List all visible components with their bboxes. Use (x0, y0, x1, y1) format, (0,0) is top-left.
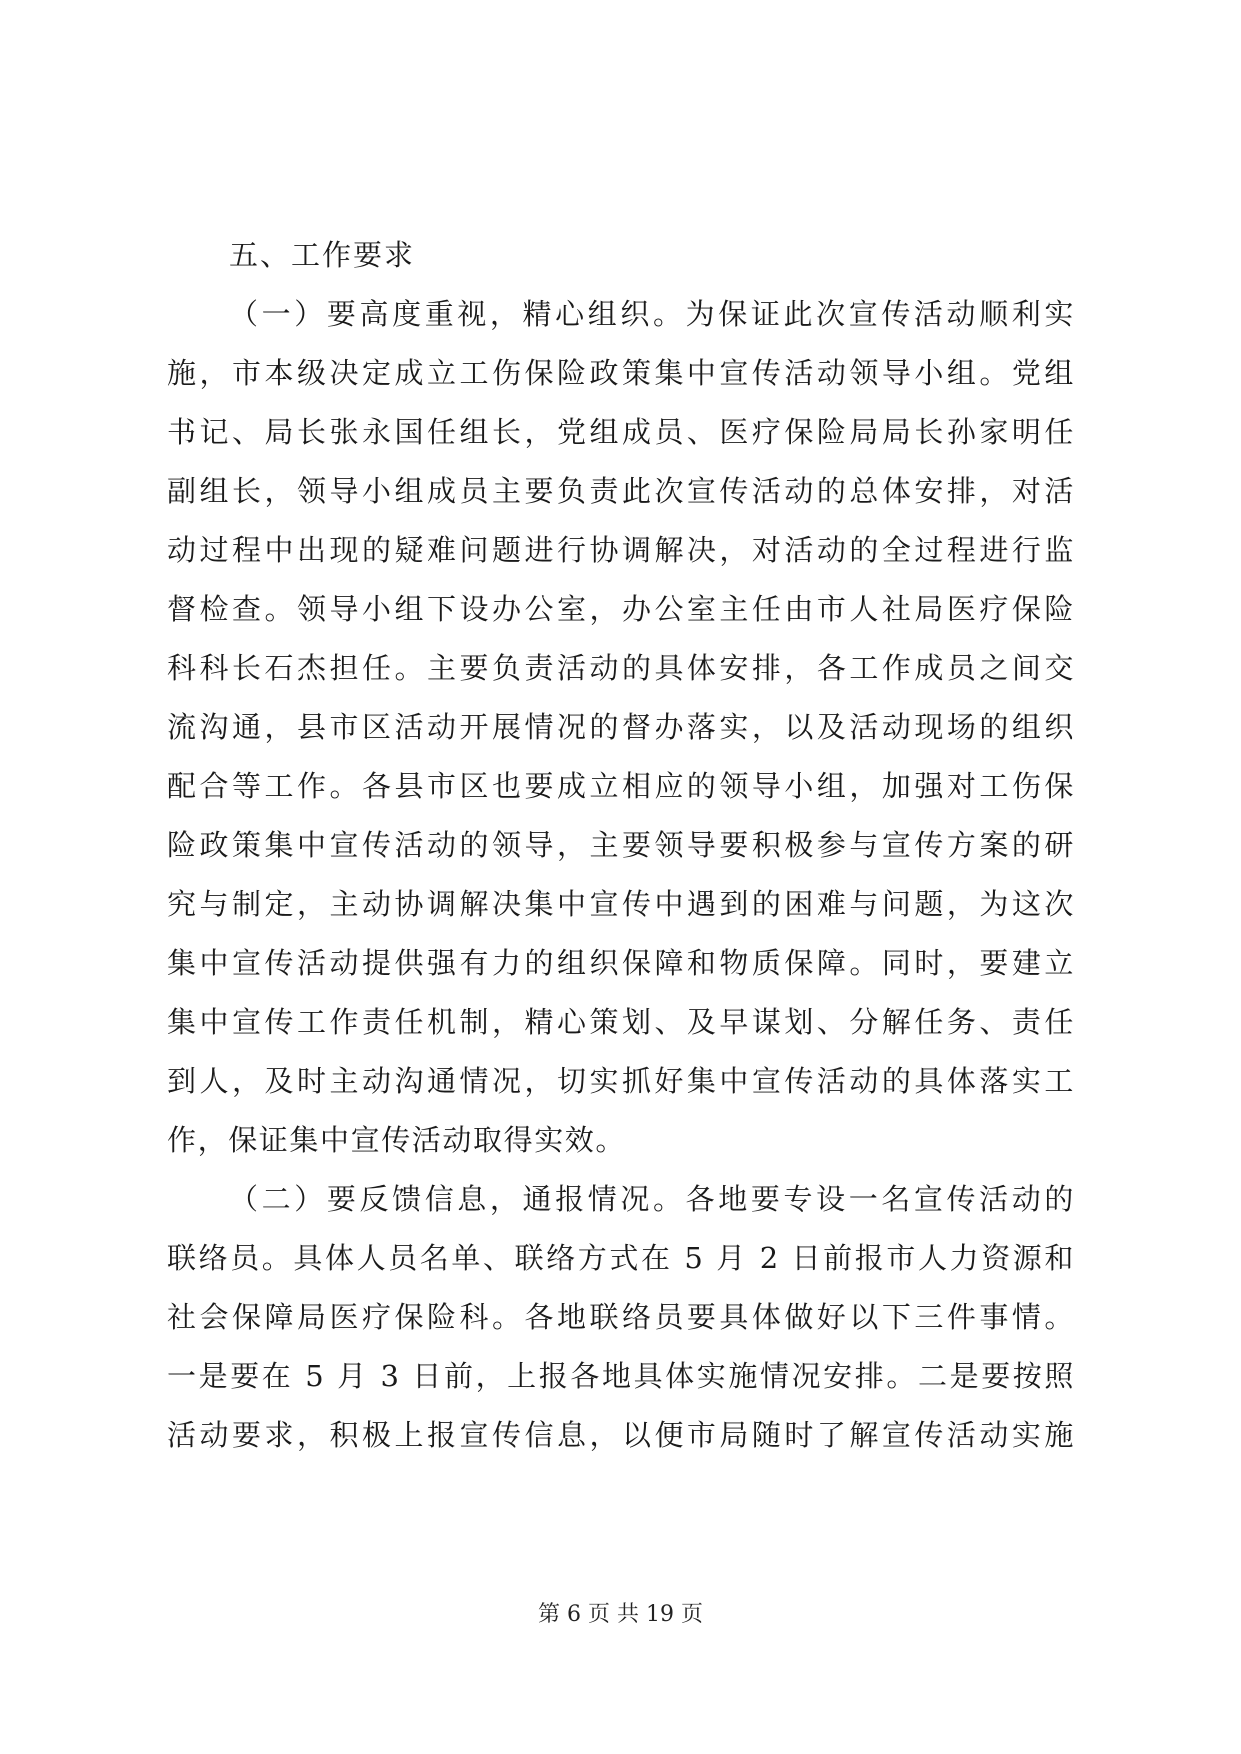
paragraph-1-line-7: 科科长石杰担任。主要负责活动的具体安排，各工作成员之间交 (167, 651, 1075, 685)
section-heading: 五、工作要求 (229, 238, 416, 272)
paragraph-1-line-12: 集中宣传活动提供强有力的组织保障和物质保障。同时，要建立 (167, 946, 1075, 980)
paragraph-1-line-11: 究与制定，主动协调解决集中宣传中遇到的困难与问题，为这次 (167, 887, 1075, 921)
paragraph-1-line-8: 流沟通，县市区活动开展情况的督办落实，以及活动现场的组织 (167, 710, 1075, 744)
paragraph-2-line-5: 活动要求，积极上报宣传信息，以便市局随时了解宣传活动实施 (167, 1418, 1075, 1452)
paragraph-1-line-9: 配合等工作。各县市区也要成立相应的领导小组，加强对工伤保 (167, 769, 1075, 803)
paragraph-2-line-1: （二）要反馈信息，通报情况。各地要专设一名宣传活动的 (229, 1182, 1075, 1216)
paragraph-1-line-5: 动过程中出现的疑难问题进行协调解决，对活动的全过程进行监 (167, 533, 1075, 567)
paragraph-1-line-1: （一）要高度重视，精心组织。为保证此次宣传活动顺利实 (229, 297, 1075, 331)
paragraph-2-line-3: 社会保障局医疗保险科。各地联络员要具体做好以下三件事情。 (167, 1300, 1075, 1334)
paragraph-1-line-6: 督检查。领导小组下设办公室，办公室主任由市人社局医疗保险 (167, 592, 1075, 626)
page-number-footer: 第 6 页 共 19 页 (538, 1602, 703, 1627)
paragraph-1-line-13: 集中宣传工作责任机制，精心策划、及早谋划、分解任务、责任 (167, 1005, 1075, 1039)
paragraph-1-line-15: 作，保证集中宣传活动取得实效。 (167, 1123, 627, 1157)
document-body (167, 226, 1075, 1465)
paragraph-1-line-14: 到人，及时主动沟通情况，切实抓好集中宣传活动的具体落实工 (167, 1064, 1075, 1098)
paragraph-1-line-2: 施，市本级决定成立工伤保险政策集中宣传活动领导小组。党组 (167, 356, 1075, 390)
paragraph-2-line-4: 一是要在 5 月 3 日前，上报各地具体实施情况安排。二是要按照 (167, 1359, 1075, 1393)
paragraph-1-line-10: 险政策集中宣传活动的领导，主要领导要积极参与宣传方案的研 (167, 828, 1075, 862)
paragraph-1-line-3: 书记、局长张永国任组长，党组成员、医疗保险局局长孙家明任 (167, 415, 1075, 449)
paragraph-2-line-2: 联络员。具体人员名单、联络方式在 5 月 2 日前报市人力资源和 (167, 1241, 1075, 1275)
paragraph-1-line-4: 副组长，领导小组成员主要负责此次宣传活动的总体安排，对活 (167, 474, 1075, 508)
